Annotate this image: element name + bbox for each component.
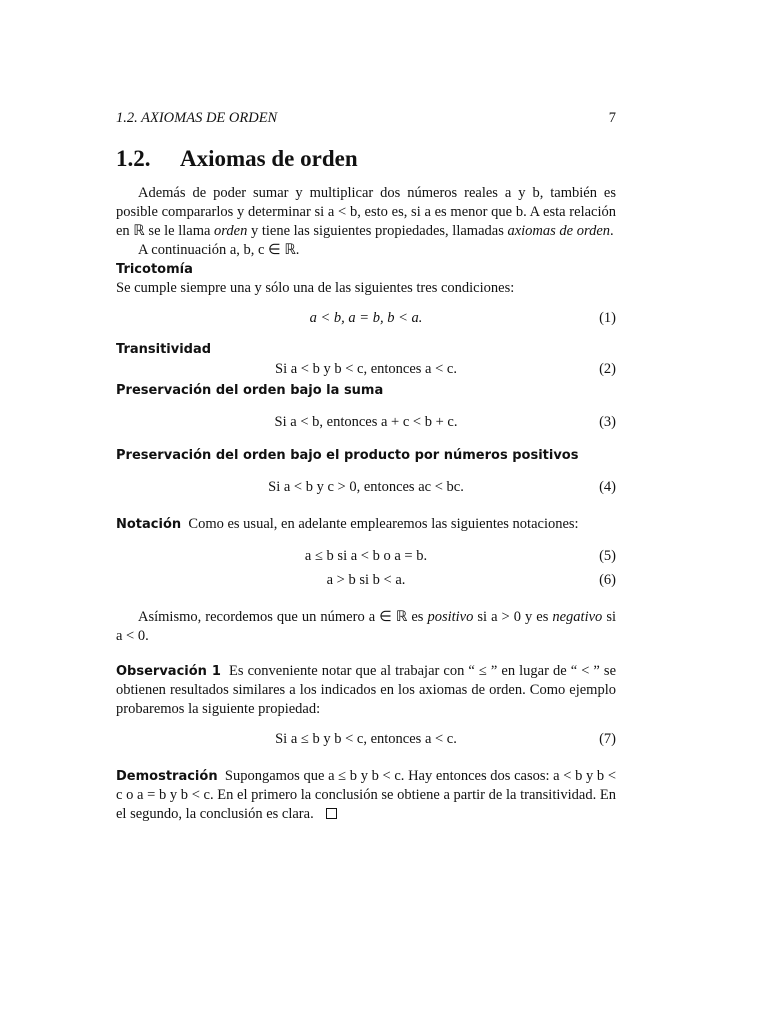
running-head-title: 1.2. AXIOMAS DE ORDEN bbox=[116, 110, 278, 126]
section-number: 1.2. bbox=[116, 146, 151, 171]
equation-4-body: Si a < b y c > 0, entonces ac < bc. bbox=[268, 479, 464, 495]
equation-3-number: (3) bbox=[599, 414, 616, 430]
observacion-paragraph bbox=[116, 662, 616, 719]
demostracion-paragraph bbox=[116, 767, 616, 824]
asimismo-em-positivo: positivo bbox=[427, 609, 474, 625]
equation-7-body: Si a ≤ b y b < c, entonces a < c. bbox=[275, 731, 457, 747]
demostracion-text: Supongamos que a ≤ b y b < c. Hay entonces dos casos: a < b y b < c o a = b y b < c. En el primero la conclusión se obtiene a partir de la transitividad. En el segundo, la conclusión es clara. bbox=[116, 768, 617, 822]
intro-paragraph bbox=[116, 184, 616, 241]
page bbox=[116, 108, 616, 824]
equation-1 bbox=[116, 306, 616, 330]
asimismo-text-3: si a < 0. bbox=[116, 609, 617, 644]
notacion-paragraph bbox=[116, 515, 616, 534]
notacion-heading: Notación bbox=[116, 517, 182, 532]
tricotomia-heading: Tricotomía bbox=[116, 262, 193, 277]
equation-7-number: (7) bbox=[599, 731, 616, 747]
equation-6 bbox=[116, 568, 616, 592]
equation-5 bbox=[116, 544, 616, 568]
transitividad-heading: Transitividad bbox=[116, 342, 212, 357]
asimismo-text-2: si a > 0 y es bbox=[473, 609, 553, 625]
equation-1-body: a < b, a = b, b < a. bbox=[309, 310, 423, 326]
equation-6-body: a > b si b < a. bbox=[326, 572, 406, 588]
equation-7 bbox=[116, 727, 616, 751]
equation-5-number: (5) bbox=[599, 548, 616, 564]
intro-text-1: Además de poder sumar y multiplicar dos números reales a y b, también es posible compararlos y determinar si a < b, esto es, si a es menor que b. A esta relación en ℝ se le llama bbox=[116, 185, 616, 239]
intro-paragraph-2: A continuación a, b, c ∈ ℝ. bbox=[138, 242, 300, 258]
equation-2-number: (2) bbox=[599, 361, 616, 377]
intro-text-2: y tiene las siguientes propiedades, llamadas bbox=[247, 223, 508, 239]
intro-em-orden: orden bbox=[214, 223, 248, 239]
notacion-text: Como es usual, en adelante emplearemos las siguientes notaciones: bbox=[188, 516, 579, 532]
equation-4 bbox=[116, 475, 616, 499]
suma-heading: Preservación del orden bajo la suma bbox=[116, 383, 384, 398]
observacion-heading: Observación 1 bbox=[116, 664, 221, 679]
section-heading: Axiomas de orden bbox=[180, 146, 358, 171]
observacion-text: Es conveniente notar que al trabajar con “ ≤ ” en lugar de “ < ” se obtienen resultados similares a los indicados en los axiomas de orden. Como ejemplo probaremos la siguiente propiedad: bbox=[116, 663, 617, 717]
producto-heading: Preservación del orden bajo el producto por números positivos bbox=[116, 448, 579, 463]
page-number: 7 bbox=[608, 110, 616, 126]
section-title bbox=[116, 144, 616, 174]
equation-2 bbox=[116, 357, 616, 381]
qed-square-icon bbox=[326, 808, 337, 819]
tricotomia-text: Se cumple siempre una y sólo una de las siguientes tres condiciones: bbox=[116, 280, 515, 296]
equation-1-number: (1) bbox=[599, 310, 616, 326]
equation-2-body: Si a < b y b < c, entonces a < c. bbox=[275, 361, 457, 377]
equation-4-number: (4) bbox=[599, 479, 616, 495]
intro-text-3: . bbox=[610, 223, 614, 239]
asimismo-text-1: Asímismo, recordemos que un número a ∈ ℝ es bbox=[138, 609, 428, 625]
asimismo-em-negativo: negativo bbox=[552, 609, 603, 625]
equation-3-body: Si a < b, entonces a + c < b + c. bbox=[274, 414, 458, 430]
asimismo-paragraph bbox=[116, 608, 616, 646]
equation-3 bbox=[116, 410, 616, 434]
demostracion-heading: Demostración bbox=[116, 769, 218, 784]
equation-6-number: (6) bbox=[599, 572, 616, 588]
running-head bbox=[116, 108, 616, 128]
intro-em-axiomas: axiomas de orden bbox=[507, 223, 611, 239]
equation-5-body: a ≤ b si a < b o a = b. bbox=[304, 548, 428, 564]
